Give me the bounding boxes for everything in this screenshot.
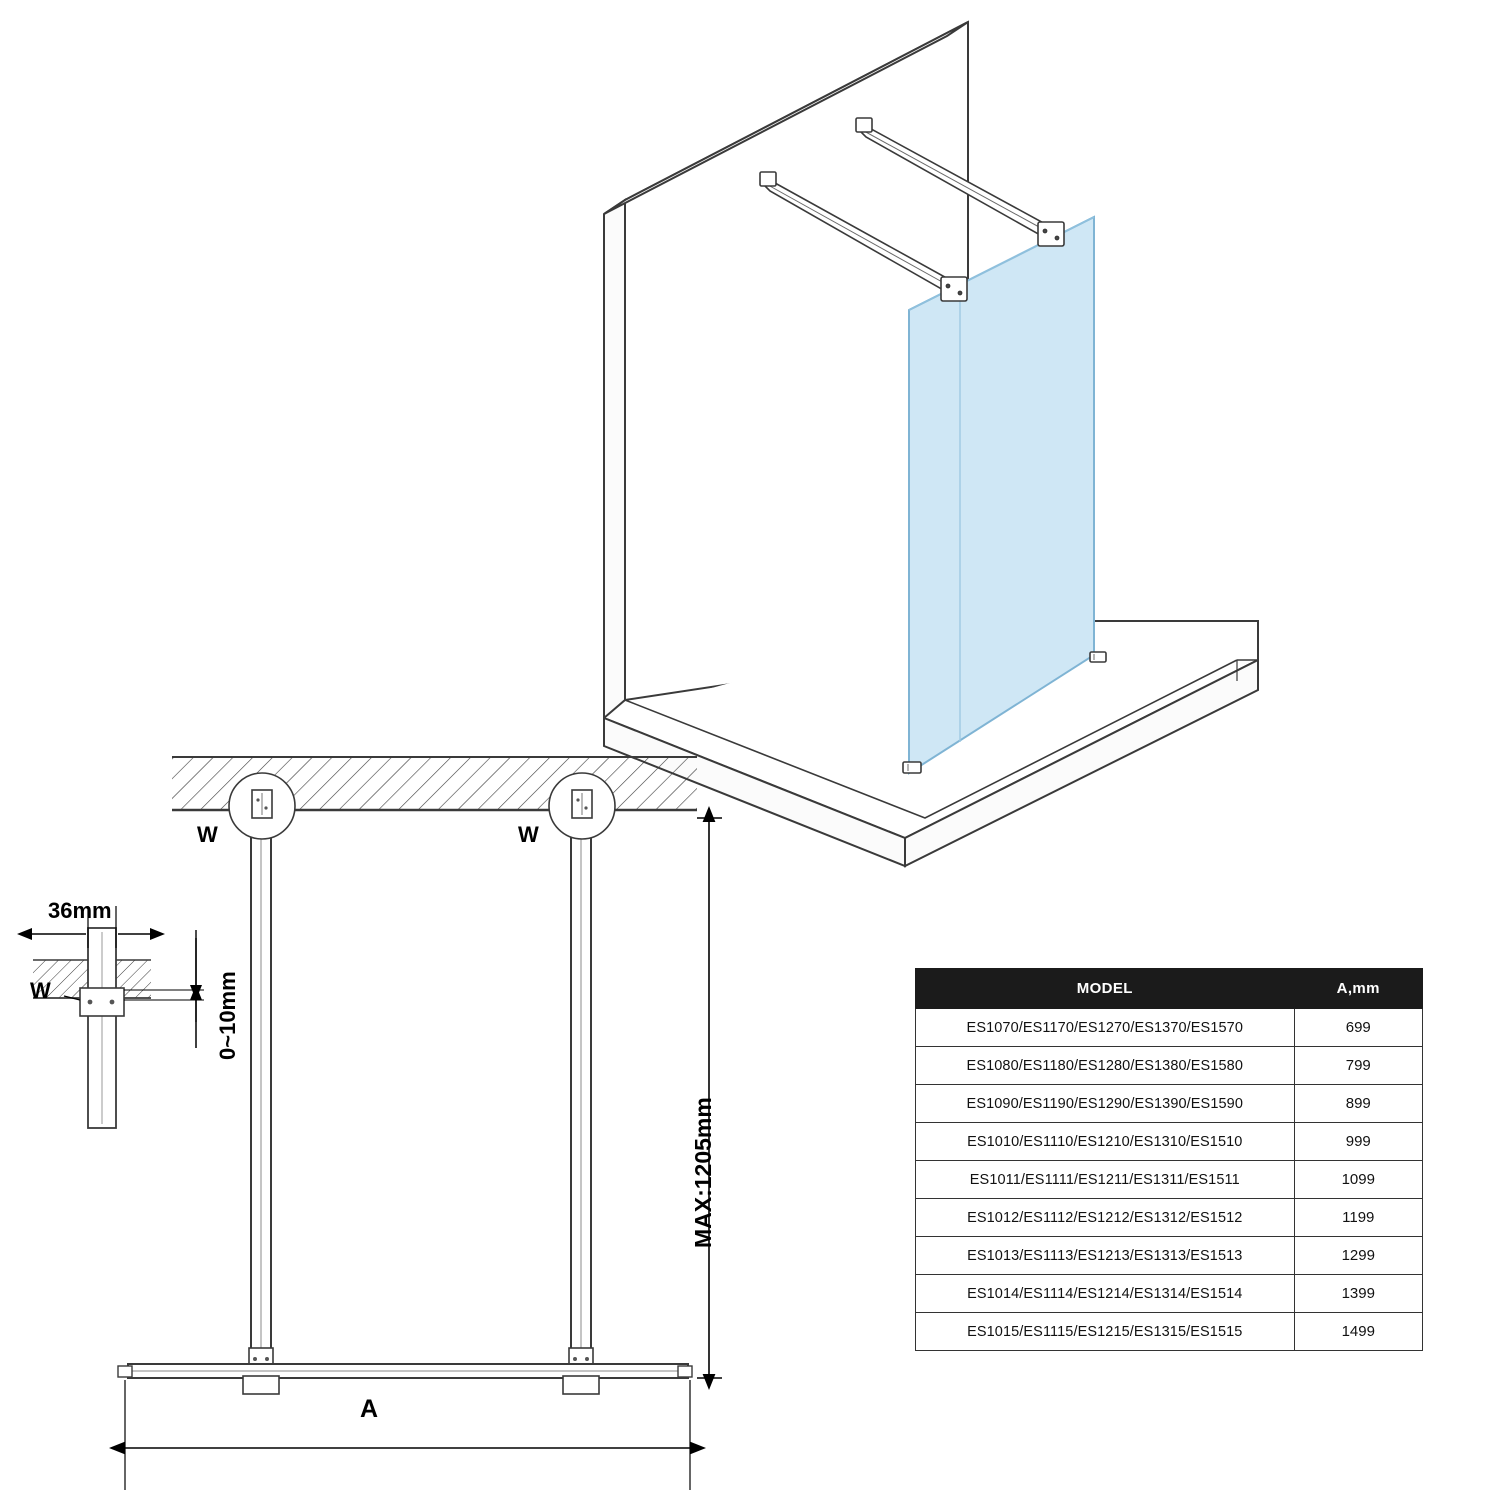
label-w-left: W	[197, 822, 218, 847]
column-header-a: A,mm	[1294, 969, 1422, 1009]
table-row	[916, 1199, 1423, 1237]
table-row	[916, 1237, 1423, 1275]
cell-a: 999	[1294, 1123, 1422, 1161]
cell-a: 799	[1294, 1047, 1422, 1085]
vertical-bar-left	[249, 810, 273, 1370]
bottom-rail	[118, 1364, 692, 1394]
label-w-detail: W	[30, 978, 51, 1003]
cell-model: ES1070/ES1170/ES1270/ES1370/ES1570	[916, 1009, 1295, 1047]
table-row	[916, 1313, 1423, 1351]
cell-a: 1199	[1294, 1199, 1422, 1237]
bracket-detail-view	[32, 906, 204, 1128]
cell-model: ES1010/ES1110/ES1210/ES1310/ES1510	[916, 1123, 1295, 1161]
cell-a: 1399	[1294, 1275, 1422, 1313]
label-dimension-a: A	[360, 1395, 379, 1423]
ceiling-bracket-detail-right	[549, 773, 615, 839]
table-row	[916, 1275, 1423, 1313]
cell-model: ES1012/ES1112/ES1212/ES1312/ES1512	[916, 1199, 1295, 1237]
label-w-right: W	[518, 822, 539, 847]
table-row	[916, 1085, 1423, 1123]
cell-model: ES1090/ES1190/ES1290/ES1390/ES1590	[916, 1085, 1295, 1123]
column-header-model: MODEL	[916, 969, 1295, 1009]
label-gap-tolerance: 0~10mm	[215, 971, 240, 1060]
cell-model: ES1014/ES1114/ES1214/ES1314/ES1514	[916, 1275, 1295, 1313]
label-max-height: MAX:1205mm	[690, 1097, 716, 1248]
cell-a: 1299	[1294, 1237, 1422, 1275]
cell-a: 899	[1294, 1085, 1422, 1123]
cell-model: ES1011/ES1111/ES1211/ES1311/ES1511	[916, 1161, 1295, 1199]
table-row	[916, 1123, 1423, 1161]
table-row	[916, 1047, 1423, 1085]
cell-model: ES1015/ES1115/ES1215/ES1315/ES1515	[916, 1313, 1295, 1351]
cell-model: ES1013/ES1113/ES1213/ES1313/ES1513	[916, 1237, 1295, 1275]
a-dimension	[125, 1380, 690, 1490]
ceiling-bracket-detail-left	[229, 773, 295, 839]
cell-a: 699	[1294, 1009, 1422, 1047]
cell-a: 1499	[1294, 1313, 1422, 1351]
cell-model: ES1080/ES1180/ES1280/ES1380/ES1580	[916, 1047, 1295, 1085]
model-spec-table	[915, 968, 1423, 1351]
table-row	[916, 1009, 1423, 1047]
table-header-row	[916, 969, 1423, 1009]
front-elevation-view	[118, 757, 722, 1490]
label-profile-width: 36mm	[48, 898, 112, 923]
vertical-bar-right	[569, 810, 593, 1370]
table-row	[916, 1161, 1423, 1199]
cell-a: 1099	[1294, 1161, 1422, 1199]
